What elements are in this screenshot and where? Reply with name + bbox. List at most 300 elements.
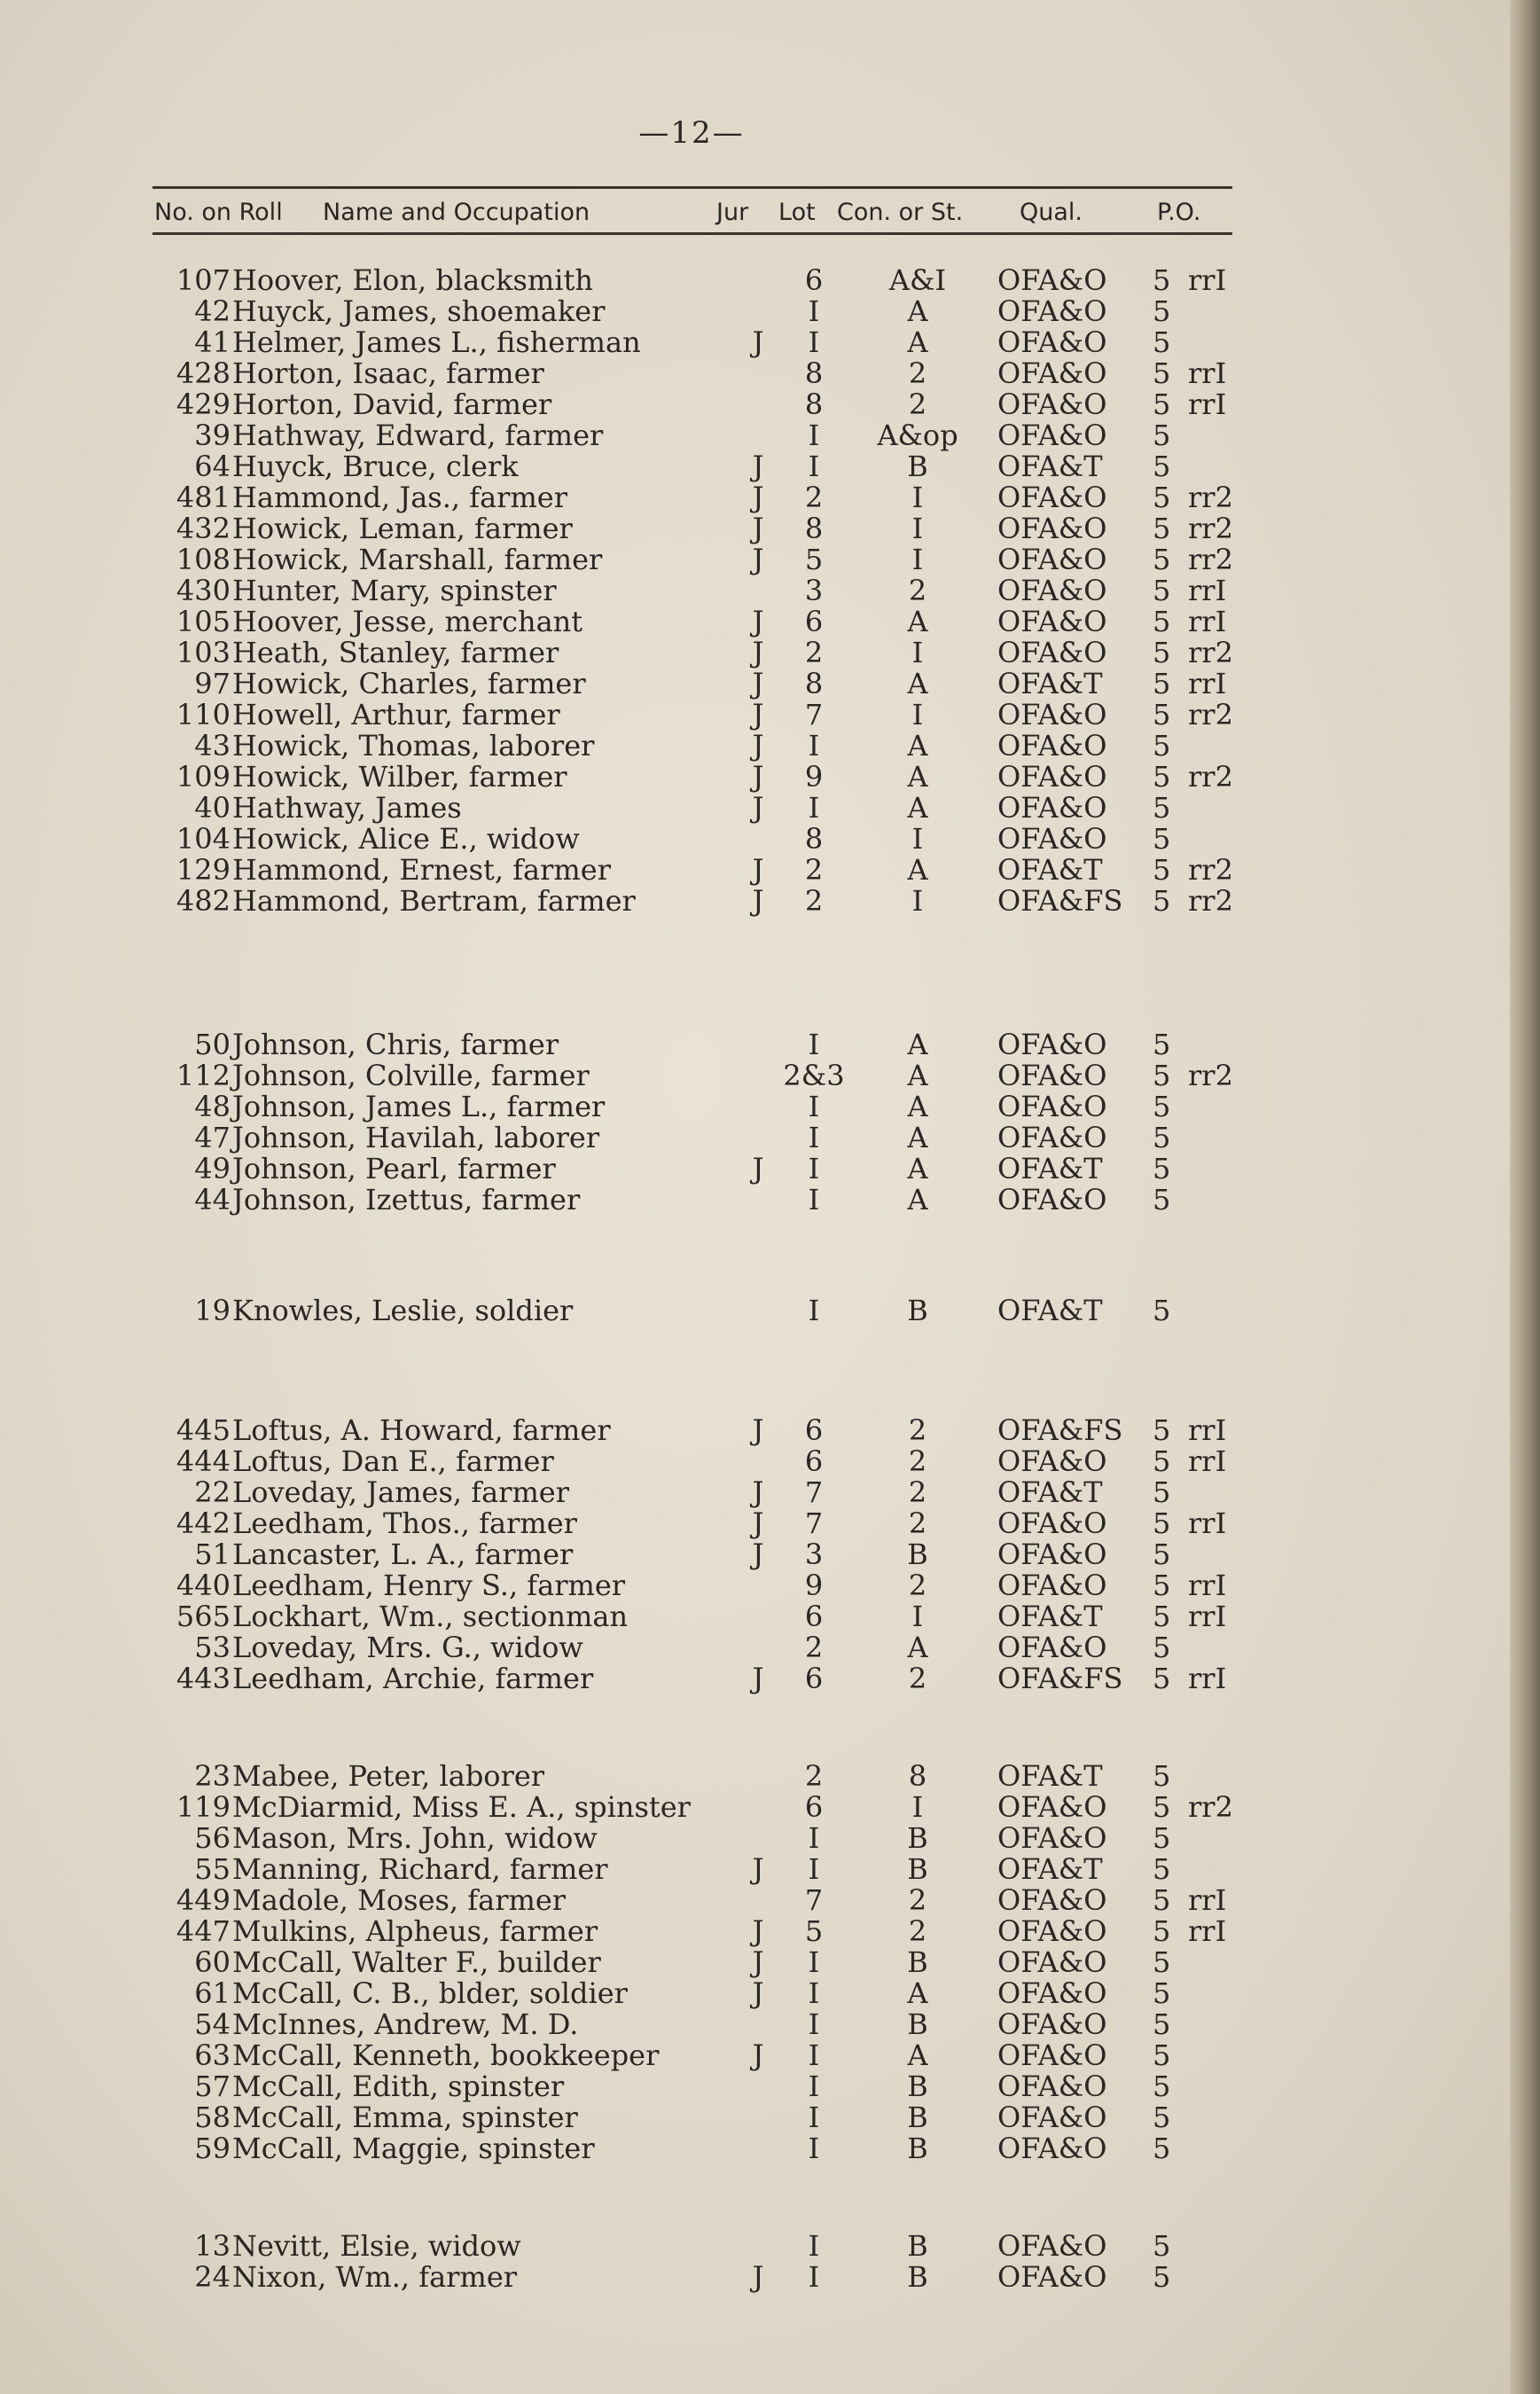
- jurisdiction: J: [752, 325, 764, 359]
- roll-number: 60: [194, 1945, 231, 1979]
- roll-entry: [0, 1029, 1383, 1060]
- post-office: 5: [1153, 1852, 1171, 1886]
- post-office: 5: [1153, 512, 1171, 545]
- qualification: OFA&O: [997, 574, 1107, 607]
- post-office: 5: [1153, 1790, 1171, 1824]
- header-jur: Jur: [716, 199, 749, 226]
- roll-number: 23: [194, 1759, 231, 1793]
- name-occupation: Hunter, Mary, spinster: [232, 574, 557, 607]
- name-occupation: Mason, Mrs. John, widow: [232, 1821, 598, 1855]
- lot: 2: [804, 481, 824, 514]
- lot: 6: [804, 605, 824, 638]
- roll-number: 58: [194, 2101, 231, 2134]
- concession-or-street: A&op: [877, 419, 958, 452]
- post-office: 5: [1153, 1537, 1171, 1571]
- jurisdiction: J: [752, 1537, 764, 1571]
- concession-or-street: 2: [908, 1914, 927, 1948]
- post-office: 5: [1153, 884, 1171, 918]
- lot: I: [808, 1976, 820, 2010]
- concession-or-street: A: [907, 2038, 928, 2072]
- concession-or-street: A: [907, 1183, 928, 1217]
- jurisdiction: J: [752, 1852, 764, 1886]
- post-office: 5: [1153, 387, 1171, 421]
- jurisdiction: J: [752, 605, 764, 638]
- post-office: 5: [1153, 2260, 1171, 2294]
- concession-or-street: I: [911, 698, 924, 732]
- qualification: OFA&O: [997, 481, 1107, 514]
- lot: 8: [804, 512, 824, 545]
- name-occupation: Nixon, Wm., farmer: [232, 2260, 518, 2294]
- post-office: 5: [1153, 698, 1171, 732]
- roll-entry: [0, 885, 1383, 917]
- name-occupation: McInnes, Andrew, M. D.: [232, 2007, 579, 2041]
- name-occupation: Howell, Arthur, farmer: [232, 698, 560, 732]
- rural-route: rrI: [1188, 667, 1227, 700]
- qualification: OFA&O: [997, 543, 1107, 576]
- roll-entry: [0, 1977, 1383, 2009]
- roll-number: 104: [176, 822, 231, 856]
- post-office: 5: [1153, 2132, 1171, 2165]
- post-office: 5: [1153, 760, 1171, 794]
- post-office: 5: [1153, 1631, 1171, 1664]
- roll-entry: [0, 1915, 1383, 1947]
- post-office: 5: [1153, 1152, 1171, 1185]
- name-occupation: Hammond, Jas., farmer: [232, 481, 568, 514]
- roll-number: 440: [176, 1569, 231, 1602]
- roll-entry: [0, 761, 1383, 793]
- roll-entry: [0, 1631, 1383, 1663]
- post-office: 5: [1153, 636, 1171, 669]
- post-office: 5: [1153, 325, 1171, 359]
- roll-number: 55: [194, 1852, 231, 1886]
- name-occupation: Loftus, Dan E., farmer: [232, 1444, 554, 1478]
- roll-number: 428: [176, 356, 231, 390]
- header-lot: Lot: [778, 199, 816, 226]
- roll-entry: [0, 1600, 1383, 1632]
- name-occupation: Leedham, Henry S., farmer: [232, 1569, 626, 1602]
- roll-entry: [0, 2070, 1383, 2102]
- roll-number: 54: [194, 2007, 231, 2041]
- rural-route: rrI: [1188, 1914, 1227, 1948]
- name-occupation: McDiarmid, Miss E. A., spinster: [232, 1790, 691, 1824]
- qualification: OFA&O: [997, 1121, 1107, 1154]
- qualification: OFA&T: [997, 1759, 1103, 1793]
- roll-entry: [0, 1538, 1383, 1570]
- concession-or-street: A: [907, 1152, 928, 1185]
- concession-or-street: 2: [908, 1413, 927, 1447]
- roll-number: 107: [176, 263, 231, 297]
- qualification: OFA&T: [997, 1600, 1103, 1633]
- rural-route: rr2: [1188, 512, 1233, 545]
- qualification: OFA&O: [997, 1444, 1107, 1478]
- roll-entry: [0, 357, 1383, 389]
- post-office: 5: [1153, 1183, 1171, 1217]
- rural-route: rrI: [1188, 1662, 1227, 1695]
- concession-or-street: 2: [908, 1883, 927, 1917]
- concession-or-street: A: [907, 1059, 928, 1092]
- roll-number: 22: [194, 1475, 231, 1509]
- qualification: OFA&O: [997, 387, 1107, 421]
- roll-entry: [0, 854, 1383, 886]
- roll-entry: [0, 823, 1383, 855]
- jurisdiction: J: [752, 791, 764, 825]
- roll-number: 432: [176, 512, 231, 545]
- name-occupation: Johnson, Havilah, laborer: [232, 1121, 600, 1154]
- concession-or-street: B: [907, 2260, 928, 2294]
- roll-number: 43: [194, 729, 231, 763]
- concession-or-street: B: [907, 2069, 928, 2103]
- concession-or-street: A: [907, 605, 928, 638]
- column-header: [0, 188, 1383, 232]
- lot: I: [808, 1945, 820, 1979]
- lot: I: [808, 2101, 820, 2134]
- roll-entry: [0, 512, 1383, 544]
- lot: I: [808, 1821, 820, 1855]
- name-occupation: Huyck, Bruce, clerk: [232, 450, 519, 483]
- name-occupation: McCall, Maggie, spinster: [232, 2132, 595, 2165]
- rural-route: rrI: [1188, 1569, 1227, 1602]
- concession-or-street: B: [907, 1852, 928, 1886]
- concession-or-street: 2: [908, 1569, 927, 1602]
- roll-entry: [0, 419, 1383, 451]
- lot: I: [808, 729, 820, 763]
- name-occupation: Huyck, James, shoemaker: [232, 294, 606, 328]
- rural-route: rr2: [1188, 853, 1233, 887]
- qualification: OFA&O: [997, 760, 1107, 794]
- post-office: 5: [1153, 1121, 1171, 1154]
- roll-number: 443: [176, 1662, 231, 1695]
- roll-number: 44: [194, 1183, 231, 1217]
- lot: 6: [804, 1790, 824, 1824]
- lot: I: [808, 294, 820, 328]
- rural-route: rrI: [1188, 605, 1227, 638]
- concession-or-street: A: [907, 1090, 928, 1123]
- roll-entry: [0, 264, 1383, 296]
- roll-entry: [0, 1414, 1383, 1446]
- roll-entry: [0, 1060, 1383, 1091]
- lot: 6: [804, 1600, 824, 1633]
- qualification: OFA&T: [997, 450, 1103, 483]
- lot: 7: [804, 1475, 824, 1509]
- lot: 2: [804, 884, 824, 918]
- jurisdiction: J: [752, 853, 764, 887]
- concession-or-street: A: [907, 1028, 928, 1061]
- roll-number: 97: [194, 667, 231, 700]
- roll-entry: [0, 2039, 1383, 2071]
- name-occupation: Howick, Alice E., widow: [232, 822, 580, 856]
- concession-or-street: 2: [908, 1444, 927, 1478]
- qualification: OFA&O: [997, 1945, 1107, 1979]
- roll-number: 59: [194, 2132, 231, 2165]
- post-office: 5: [1153, 729, 1171, 763]
- post-office: 5: [1153, 667, 1171, 700]
- qualification: OFA&O: [997, 791, 1107, 825]
- post-office: 5: [1153, 543, 1171, 576]
- jurisdiction: J: [752, 1475, 764, 1509]
- roll-entry: [0, 2230, 1383, 2262]
- roll-entry: [0, 1853, 1383, 1885]
- roll-number: 56: [194, 1821, 231, 1855]
- roll-number: 449: [176, 1883, 231, 1917]
- name-occupation: Johnson, Izettus, farmer: [232, 1183, 581, 1217]
- lot: I: [808, 419, 820, 452]
- qualification: OFA&O: [997, 512, 1107, 545]
- header-po: P.O.: [1157, 199, 1201, 226]
- roll-entry: [0, 295, 1383, 327]
- qualification: OFA&O: [997, 2101, 1107, 2134]
- concession-or-street: A: [907, 729, 928, 763]
- roll-number: 442: [176, 1506, 231, 1540]
- roll-entry: [0, 1760, 1383, 1792]
- lot: I: [808, 325, 820, 359]
- lot: 9: [804, 760, 824, 794]
- jurisdiction: J: [752, 760, 764, 794]
- roll-entry: [0, 792, 1383, 824]
- lot: 7: [804, 698, 824, 732]
- roll-number: 57: [194, 2069, 231, 2103]
- concession-or-street: 2: [908, 1475, 927, 1509]
- roll-number: 47: [194, 1121, 231, 1154]
- name-occupation: Madole, Moses, farmer: [232, 1883, 567, 1917]
- lot: 9: [804, 1569, 824, 1602]
- lot: I: [808, 1852, 820, 1886]
- name-occupation: Lancaster, L. A., farmer: [232, 1537, 574, 1571]
- roll-number: 112: [176, 1059, 231, 1092]
- roll-number: 42: [194, 294, 231, 328]
- qualification: OFA&T: [997, 1852, 1103, 1886]
- qualification: OFA&O: [997, 2260, 1107, 2294]
- jurisdiction: J: [752, 2038, 764, 2072]
- jurisdiction: J: [752, 884, 764, 918]
- name-occupation: Johnson, Pearl, farmer: [232, 1152, 556, 1185]
- name-occupation: Howick, Leman, farmer: [232, 512, 573, 545]
- qualification: OFA&O: [997, 2007, 1107, 2041]
- roll-number: 482: [176, 884, 231, 918]
- name-occupation: Howick, Charles, farmer: [232, 667, 586, 700]
- rural-route: rrI: [1188, 1506, 1227, 1540]
- post-office: 5: [1153, 1444, 1171, 1478]
- name-occupation: Loveday, Mrs. G., widow: [232, 1631, 583, 1664]
- post-office: 5: [1153, 2101, 1171, 2134]
- name-occupation: Leedham, Thos., farmer: [232, 1506, 577, 1540]
- lot: I: [808, 2069, 820, 2103]
- rural-route: rr2: [1188, 760, 1233, 794]
- post-office: 5: [1153, 450, 1171, 483]
- post-office: 5: [1153, 1569, 1171, 1602]
- roll-number: 50: [194, 1028, 231, 1061]
- rural-route: rr2: [1188, 636, 1233, 669]
- lot: 6: [804, 263, 824, 297]
- concession-or-street: A: [907, 294, 928, 328]
- jurisdiction: J: [752, 1914, 764, 1948]
- roll-number: 109: [176, 760, 231, 794]
- lot: 7: [804, 1506, 824, 1540]
- roll-entry: [0, 1122, 1383, 1154]
- jurisdiction: J: [752, 636, 764, 669]
- roll-entry: [0, 1476, 1383, 1508]
- lot: I: [808, 1152, 820, 1185]
- roll-number: 129: [176, 853, 231, 887]
- roll-number: 61: [194, 1976, 231, 2010]
- page-edge-shadow: [1510, 0, 1540, 2394]
- qualification: OFA&T: [997, 1294, 1103, 1327]
- roll-entry: [0, 1946, 1383, 1978]
- post-office: 5: [1153, 1600, 1171, 1633]
- jurisdiction: J: [752, 543, 764, 576]
- roll-entry: [0, 1153, 1383, 1185]
- rural-route: rr2: [1188, 1790, 1233, 1824]
- post-office: 5: [1153, 294, 1171, 328]
- post-office: 5: [1153, 1090, 1171, 1123]
- lot: 5: [804, 543, 824, 576]
- roll-number: 51: [194, 1537, 231, 1571]
- roll-number: 447: [176, 1914, 231, 1948]
- rural-route: rrI: [1188, 1883, 1227, 1917]
- lot: 8: [804, 667, 824, 700]
- roll-entry: [0, 450, 1383, 482]
- post-office: 5: [1153, 1028, 1171, 1061]
- qualification: OFA&O: [997, 263, 1107, 297]
- name-occupation: Howick, Thomas, laborer: [232, 729, 595, 763]
- qualification: OFA&O: [997, 2229, 1107, 2263]
- lot: 6: [804, 1413, 824, 1447]
- concession-or-street: A: [907, 1121, 928, 1154]
- qualification: OFA&O: [997, 2038, 1107, 2072]
- lot: I: [808, 1090, 820, 1123]
- lot: 7: [804, 1883, 824, 1917]
- lot: 8: [804, 387, 824, 421]
- rural-route: rrI: [1188, 1600, 1227, 1633]
- lot: 8: [804, 356, 824, 390]
- post-office: 5: [1153, 419, 1171, 452]
- lot: 2: [804, 1631, 824, 1664]
- jurisdiction: J: [752, 512, 764, 545]
- concession-or-street: I: [911, 822, 924, 856]
- post-office: 5: [1153, 605, 1171, 638]
- post-office: 5: [1153, 1662, 1171, 1695]
- jurisdiction: J: [752, 698, 764, 732]
- roll-entry: [0, 1295, 1383, 1326]
- qualification: OFA&O: [997, 1537, 1107, 1571]
- jurisdiction: J: [752, 481, 764, 514]
- roll-number: 481: [176, 481, 231, 514]
- concession-or-street: 2: [908, 356, 927, 390]
- name-occupation: McCall, Walter F., builder: [232, 1945, 601, 1979]
- post-office: 5: [1153, 2069, 1171, 2103]
- roll-entry: [0, 1184, 1383, 1216]
- roll-number: 48: [194, 1090, 231, 1123]
- name-occupation: McCall, Emma, spinster: [232, 2101, 578, 2134]
- roll-number: 24: [194, 2260, 231, 2294]
- header-bottom-rule: [152, 232, 1232, 235]
- roll-number: 64: [194, 450, 231, 483]
- lot: 6: [804, 1444, 824, 1478]
- lot: 3: [804, 1537, 824, 1571]
- rural-route: rrI: [1188, 263, 1227, 297]
- name-occupation: Horton, Isaac, farmer: [232, 356, 544, 390]
- name-occupation: Hathway, James: [232, 791, 462, 825]
- concession-or-street: A: [907, 791, 928, 825]
- qualification: OFA&O: [997, 1914, 1107, 1948]
- rural-route: rrI: [1188, 1444, 1227, 1478]
- roll-entry: [0, 388, 1383, 420]
- qualification: OFA&O: [997, 1821, 1107, 1855]
- post-office: 5: [1153, 791, 1171, 825]
- roll-number: 39: [194, 419, 231, 452]
- roll-number: 430: [176, 574, 231, 607]
- lot: 8: [804, 822, 824, 856]
- lot: I: [808, 2007, 820, 2041]
- lot: I: [808, 1028, 820, 1061]
- concession-or-street: B: [907, 1537, 928, 1571]
- qualification: OFA&O: [997, 419, 1107, 452]
- concession-or-street: B: [907, 1821, 928, 1855]
- jurisdiction: J: [752, 450, 764, 483]
- jurisdiction: J: [752, 1945, 764, 1979]
- header-con-or-st: Con. or St.: [837, 199, 964, 226]
- name-occupation: Hathway, Edward, farmer: [232, 419, 604, 452]
- rural-route: rrI: [1188, 387, 1227, 421]
- qualification: OFA&O: [997, 2069, 1107, 2103]
- post-office: 5: [1153, 1821, 1171, 1855]
- concession-or-street: B: [907, 2007, 928, 2041]
- name-occupation: Hoover, Elon, blacksmith: [232, 263, 593, 297]
- roll-entry: [0, 1822, 1383, 1854]
- post-office: 5: [1153, 356, 1171, 390]
- roll-entry: [0, 575, 1383, 606]
- roll-number: 108: [176, 543, 231, 576]
- name-occupation: Johnson, James L., farmer: [232, 1090, 606, 1123]
- name-occupation: Hammond, Ernest, farmer: [232, 853, 611, 887]
- concession-or-street: A: [907, 853, 928, 887]
- post-office: 5: [1153, 1914, 1171, 1948]
- roll-number: 444: [176, 1444, 231, 1478]
- concession-or-street: 2: [908, 1662, 927, 1695]
- qualification: OFA&T: [997, 1475, 1103, 1509]
- jurisdiction: J: [752, 2260, 764, 2294]
- qualification: OFA&O: [997, 698, 1107, 732]
- concession-or-street: B: [907, 2132, 928, 2165]
- qualification: OFA&T: [997, 853, 1103, 887]
- post-office: 5: [1153, 1475, 1171, 1509]
- qualification: OFA&O: [997, 294, 1107, 328]
- name-occupation: McCall, Kenneth, bookkeeper: [232, 2038, 660, 2072]
- concession-or-street: I: [911, 481, 924, 514]
- lot: I: [808, 791, 820, 825]
- qualification: OFA&O: [997, 1090, 1107, 1123]
- lot: I: [808, 1294, 820, 1327]
- header-no-on-roll: No. on Roll: [154, 199, 283, 226]
- lot: I: [808, 2260, 820, 2294]
- post-office: 5: [1153, 1059, 1171, 1092]
- qualification: OFA&O: [997, 1883, 1107, 1917]
- concession-or-street: I: [911, 636, 924, 669]
- concession-or-street: A: [907, 1976, 928, 2010]
- concession-or-street: I: [911, 512, 924, 545]
- roll-number: 41: [194, 325, 231, 359]
- concession-or-street: B: [907, 450, 928, 483]
- roll-entry: [0, 544, 1383, 575]
- roll-number: 49: [194, 1152, 231, 1185]
- rural-route: rr2: [1188, 543, 1233, 576]
- name-occupation: Nevitt, Elsie, widow: [232, 2229, 521, 2263]
- qualification: OFA&T: [997, 667, 1103, 700]
- concession-or-street: I: [911, 1600, 924, 1633]
- concession-or-street: A: [907, 1631, 928, 1664]
- name-occupation: Manning, Richard, farmer: [232, 1852, 608, 1886]
- qualification: OFA&O: [997, 636, 1107, 669]
- lot: I: [808, 450, 820, 483]
